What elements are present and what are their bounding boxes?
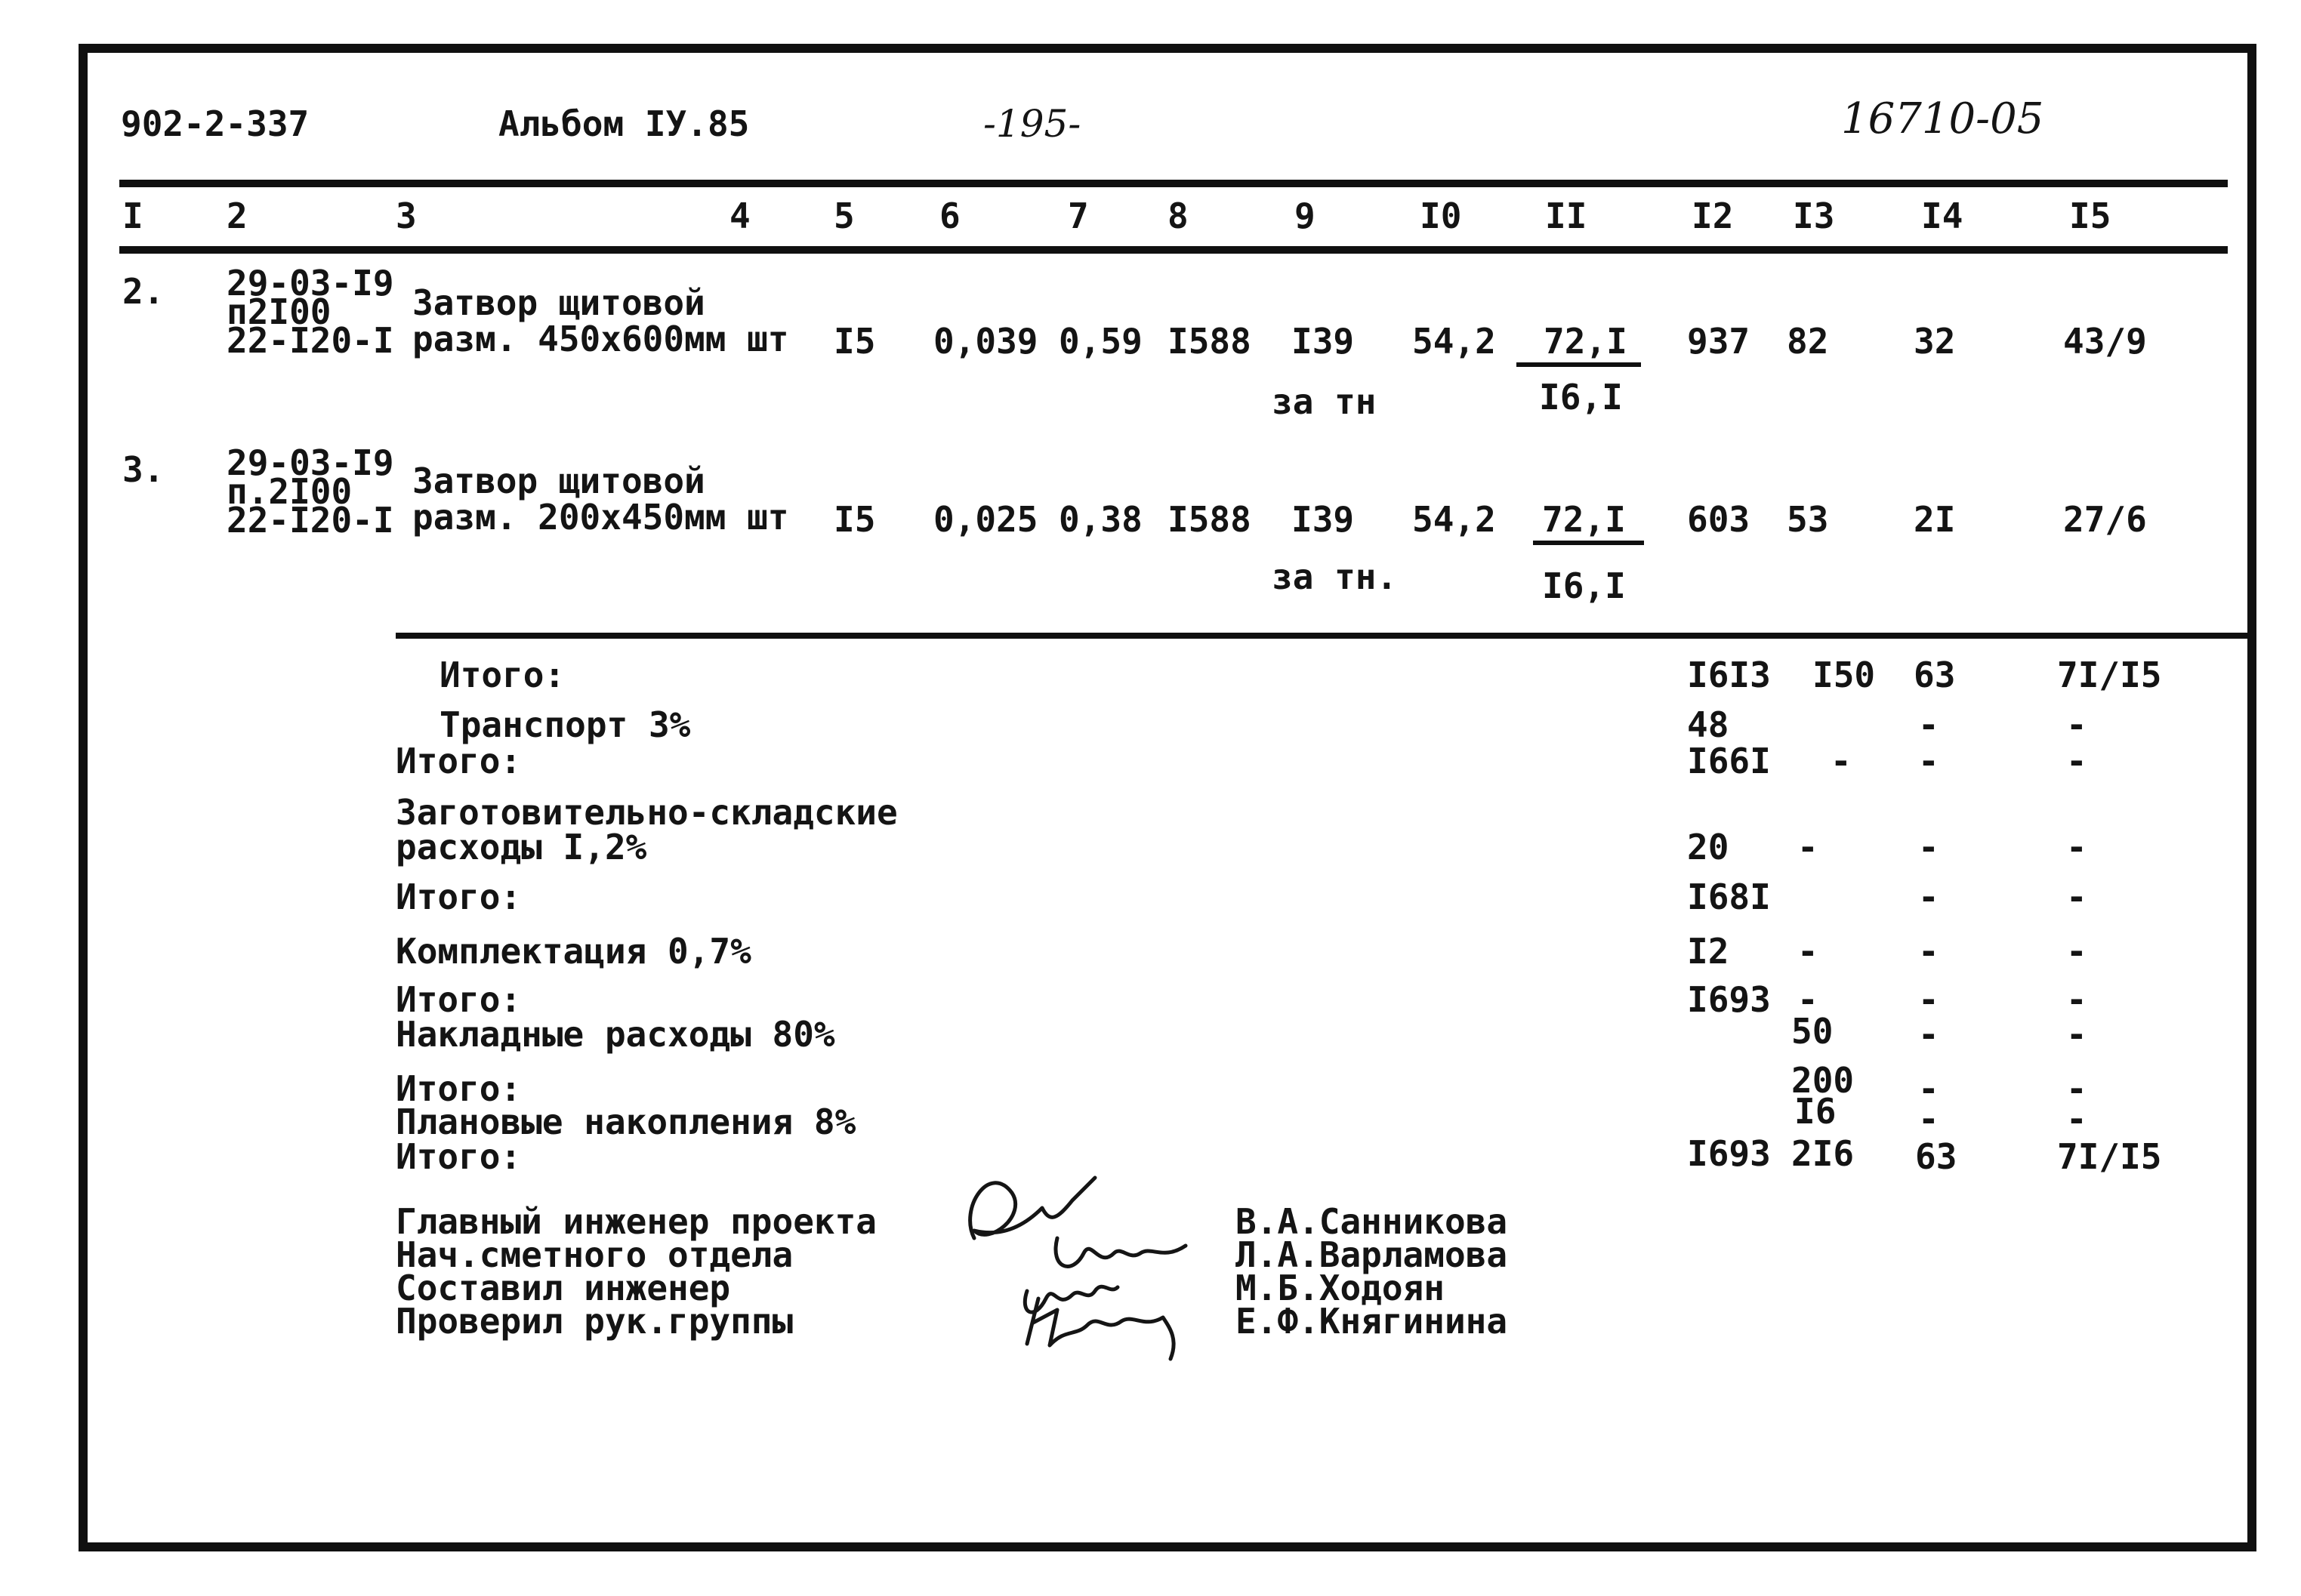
signature-role: Нач.сметного отдела bbox=[396, 1234, 794, 1275]
summary-c13: - bbox=[1797, 931, 1818, 972]
summary-c12: I66I bbox=[1687, 741, 1771, 781]
summary-c12: 20 bbox=[1687, 827, 1729, 867]
cell-c8: I588 bbox=[1167, 321, 1251, 362]
summary-label: Итого: bbox=[396, 741, 522, 781]
price-code-line: 29-03-I9 bbox=[227, 442, 394, 483]
summary-c13: I50 bbox=[1812, 655, 1876, 695]
col-2: 2 bbox=[227, 196, 248, 236]
summary-c12: I2 bbox=[1687, 931, 1729, 972]
col-15: I5 bbox=[2069, 196, 2111, 236]
summary-c14: - bbox=[1918, 877, 1939, 917]
item-name: Затвор щитовой bbox=[412, 461, 705, 501]
summary-c12: I693 bbox=[1687, 979, 1771, 1020]
summary-c13: - bbox=[1797, 827, 1818, 867]
header-bottom-rule bbox=[119, 246, 2228, 254]
summary-c13: 200 bbox=[1791, 1060, 1855, 1101]
summary-c15: - bbox=[2066, 979, 2087, 1020]
price-code-line: п2I00 bbox=[227, 291, 332, 332]
price-code-line: п.2I00 bbox=[227, 471, 353, 512]
item-size-unit: разм. 450х600мм шт bbox=[412, 319, 789, 359]
summary-c15: - bbox=[2066, 1068, 2087, 1109]
summary-c15: 7I/I5 bbox=[2057, 655, 2162, 695]
col-11: II bbox=[1545, 196, 1587, 236]
summary-c12: I693 bbox=[1687, 1133, 1771, 1174]
signature-name: М.Б.Ходоян bbox=[1235, 1268, 1445, 1308]
signature-role: Проверил рук.группы bbox=[396, 1301, 794, 1342]
row-number: 3. bbox=[122, 449, 165, 490]
col-7: 7 bbox=[1068, 196, 1089, 236]
col-14: I4 bbox=[1921, 196, 1963, 236]
summary-label: Итого: bbox=[396, 1136, 522, 1177]
summary-c14: - bbox=[1918, 1068, 1939, 1109]
summary-c14: - bbox=[1918, 979, 1939, 1020]
cell-c11-bottom: I6,I bbox=[1539, 377, 1623, 417]
signature-name: В.А.Санникова bbox=[1235, 1201, 1508, 1242]
summary-rule bbox=[396, 633, 2253, 639]
handwritten-signatures bbox=[944, 1148, 1231, 1374]
summary-c15: - bbox=[2066, 827, 2087, 867]
series-number: 902-2-337 bbox=[121, 103, 310, 144]
col-6: 6 bbox=[939, 196, 961, 236]
cell-c14: 2I bbox=[1914, 499, 1956, 540]
summary-c15: - bbox=[2066, 741, 2087, 781]
signature-stroke bbox=[970, 1178, 1095, 1238]
page-number: -195- bbox=[983, 102, 1081, 146]
summary-label: расходы I,2% bbox=[396, 827, 647, 867]
col-8: 8 bbox=[1167, 196, 1189, 236]
cell-c15: 27/6 bbox=[2063, 499, 2147, 540]
cell-c10: 54,2 bbox=[1412, 499, 1496, 540]
cell-c9: I39 bbox=[1291, 499, 1355, 540]
summary-label: Итого: bbox=[396, 1068, 522, 1109]
cell-c9-note: за тн. bbox=[1272, 556, 1398, 597]
summary-label: Накладные расходы 80% bbox=[396, 1014, 835, 1055]
summary-label: Заготовительно-складские bbox=[396, 792, 898, 833]
cell-c10: 54,2 bbox=[1412, 321, 1496, 362]
signature-stroke bbox=[1056, 1238, 1186, 1266]
price-code-line: 22-I20-I bbox=[227, 500, 394, 541]
cell-c7: 0,38 bbox=[1059, 499, 1143, 540]
summary-c14: 63 bbox=[1914, 655, 1956, 695]
col-10: I0 bbox=[1420, 196, 1462, 236]
cell-c14: 32 bbox=[1914, 321, 1956, 362]
col-5: 5 bbox=[834, 196, 855, 236]
signature-role: Главный инженер проекта bbox=[396, 1201, 877, 1242]
signature-name: Е.Ф.Княгинина bbox=[1235, 1301, 1508, 1342]
price-code-line: 29-03-I9 bbox=[227, 263, 394, 303]
col-13: I3 bbox=[1793, 196, 1835, 236]
summary-c15: - bbox=[2066, 877, 2087, 917]
cell-c6: 0,025 bbox=[933, 499, 1038, 540]
cell-c12: 603 bbox=[1687, 499, 1750, 540]
signature-name: Л.А.Варламова bbox=[1235, 1234, 1508, 1275]
summary-c15: - bbox=[2066, 1014, 2087, 1055]
album-label: Альбом IУ.85 bbox=[498, 103, 750, 144]
summary-c12: I6I3 bbox=[1687, 655, 1771, 695]
summary-c14: - bbox=[1918, 704, 1939, 745]
col-1: I bbox=[122, 196, 143, 236]
summary-c13: - bbox=[1831, 741, 1852, 781]
cell-c12: 937 bbox=[1687, 321, 1750, 362]
summary-c13: I6 bbox=[1794, 1091, 1837, 1132]
summary-c14: - bbox=[1918, 741, 1939, 781]
summary-label: Итого: bbox=[396, 979, 522, 1020]
summary-c13: 2I6 bbox=[1791, 1133, 1855, 1174]
cell-c13: 82 bbox=[1787, 321, 1829, 362]
summary-c15: - bbox=[2066, 1098, 2087, 1139]
col-12: I2 bbox=[1692, 196, 1734, 236]
summary-c12: 48 bbox=[1687, 704, 1729, 745]
document-number: 16710-05 bbox=[1841, 94, 2044, 143]
cell-c7: 0,59 bbox=[1059, 321, 1143, 362]
cell-c11-bottom: I6,I bbox=[1542, 565, 1626, 606]
item-size-unit: разм. 200х450мм шт bbox=[412, 497, 789, 538]
col-9: 9 bbox=[1294, 196, 1316, 236]
summary-label: Транспорт 3% bbox=[440, 704, 691, 745]
cell-c8: I588 bbox=[1167, 499, 1251, 540]
item-name: Затвор щитовой bbox=[412, 282, 705, 323]
header-top-rule bbox=[119, 180, 2228, 187]
summary-c15: 7I/I5 bbox=[2057, 1136, 2162, 1177]
summary-c14: - bbox=[1918, 931, 1939, 972]
summary-c14: - bbox=[1918, 1098, 1939, 1139]
signature-stroke bbox=[1027, 1299, 1174, 1359]
cell-c9-note: за тн bbox=[1272, 381, 1377, 422]
col-3: 3 bbox=[396, 196, 417, 236]
cell-c5: I5 bbox=[834, 499, 876, 540]
summary-c12: I68I bbox=[1687, 877, 1771, 917]
price-code-line: 22-I20-I bbox=[227, 320, 394, 361]
row-number: 2. bbox=[122, 271, 165, 312]
summary-label: Комплектация 0,7% bbox=[396, 931, 751, 972]
summary-c15: - bbox=[2066, 704, 2087, 745]
cell-c5: I5 bbox=[834, 321, 876, 362]
summary-label: Итого: bbox=[440, 655, 566, 695]
summary-c14: - bbox=[1918, 827, 1939, 867]
summary-c15: - bbox=[2066, 931, 2087, 972]
signature-role: Составил инженер bbox=[396, 1268, 731, 1308]
cell-c13: 53 bbox=[1787, 499, 1829, 540]
col-4: 4 bbox=[729, 196, 751, 236]
cell-c6: 0,039 bbox=[933, 321, 1038, 362]
summary-label: Плановые накопления 8% bbox=[396, 1101, 856, 1142]
cell-c9: I39 bbox=[1291, 321, 1355, 362]
summary-c14: 63 bbox=[1915, 1136, 1957, 1177]
summary-c13: - bbox=[1797, 979, 1818, 1020]
cell-c15: 43/9 bbox=[2063, 321, 2147, 362]
cell-c11-top: 72,I bbox=[1516, 323, 1641, 367]
summary-label: Итого: bbox=[396, 877, 522, 917]
summary-c13: 50 bbox=[1791, 1011, 1834, 1052]
cell-c11-top: 72,I bbox=[1533, 501, 1644, 545]
summary-c14: - bbox=[1918, 1014, 1939, 1055]
